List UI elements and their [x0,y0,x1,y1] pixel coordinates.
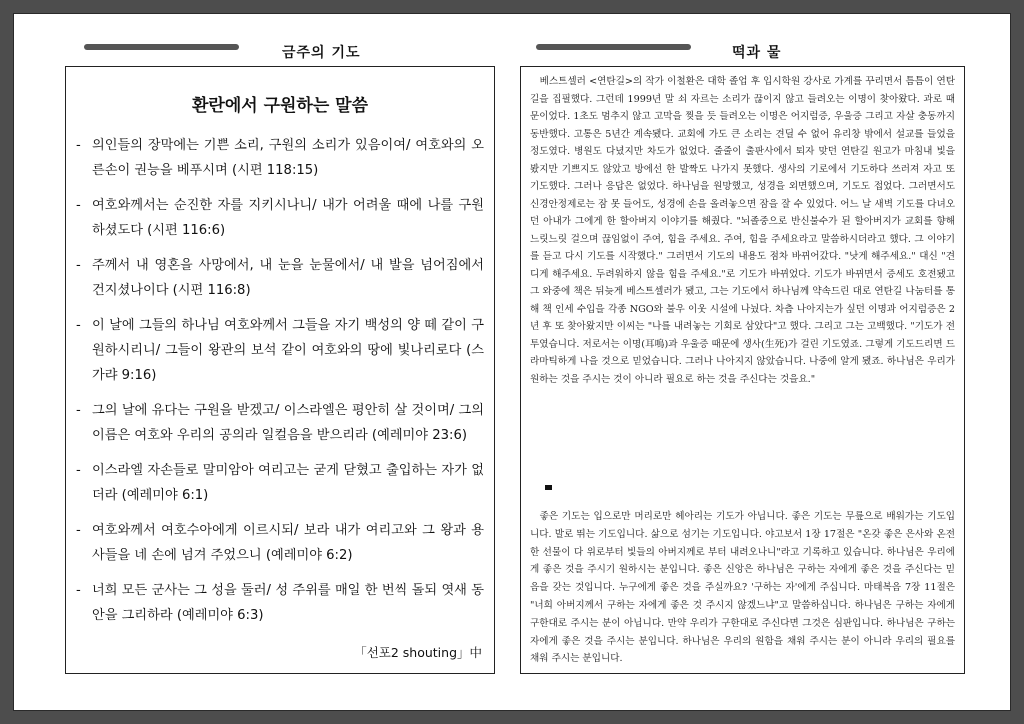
verse-item [76,458,484,508]
left-heading-bar [84,44,239,50]
verse-box-title: 환란에서 구원하는 말씀 [191,96,369,116]
verse-text: 의인들의 장막에는 기쁜 소리, 구원의 소리가 있음이여/ 여호와의 오른손이 권능을 베푸시며 (시편 118:15) [92,138,484,178]
verse-text: 주께서 내 영혼을 사망에서, 내 눈을 눈물에서/ 내 발을 넘어짐에서 건지셨나이다 (시편 116:8) [92,258,484,298]
verse-item [76,253,484,303]
verse-text: 이스라엘 자손들로 말미암아 여리고는 굳게 닫혔고 출입하는 자가 없더라 (예레미야 6:1) [92,463,484,503]
right-article-box [520,66,965,674]
section-marker-icon [545,485,552,490]
list-dash: - [76,138,81,153]
list-dash: - [76,258,81,273]
list-dash: - [76,463,81,478]
list-dash: - [76,583,81,598]
verse-item [76,313,484,388]
right-heading-bar [536,44,691,50]
verse-item [76,518,484,568]
verse-text: 여호와께서 여호수아에게 이르시되/ 보라 내가 여리고와 그 왕과 용사들을 네 손에 넘겨 주었으니 (예레미야 6:2) [92,523,484,563]
list-dash: - [76,318,81,333]
verse-item [76,193,484,243]
verse-item [76,133,484,183]
left-heading-title: 금주의 기도 [282,45,361,61]
verse-text: 이 날에 그들의 하나님 여호와께서 그들을 자기 백성의 양 떼 같이 구원하시리니/ 그들이 왕관의 보석 같이 여호와의 땅에 빛나리로다 (스가랴 9:16) [92,318,484,383]
left-verse-box [65,66,495,674]
list-dash: - [76,403,81,418]
verse-text: 여호와께서는 순진한 자를 지키시나니/ 내가 어려울 때에 나를 구원하셨도다 (시편 116:6) [92,198,484,238]
article-paragraph-1: 베스트셀러 <연탄길>의 작가 이철환은 대학 졸업 후 입시학원 강사로 가계를 꾸리면서 틈틈이 연탄길을 집필했다. 그런데 1999년 말 쇠 자르는 소리가 끊이지 않고 들려오는 이명이 찾아왔다. 과로 때문이었다. 1초도 멈추지 않고 고막을 찢을 듯 들려오는 이명은 어지럼증, 우울증 그리고 자살 충동까지 동반했다. 고통은 5년간 계속됐다. 교회에 가도 큰 소리는 견딜 수 없어 유리창 밖에서 설교를 들었을 정도였다. 병원도 다녔지만 차도가 없었다. 줄줄이 출판사에서 퇴자 맞던 연탄길 원고가 마침내 빛을 봤지만 기쁘지도 않았고 방에선 한 발짝도 나가지 못했다. 생사의 기로에서 기도하다 쓰러져 자고 또 기도했다. 그러나 응답은 없었다. 하나님을 원망했고, 성경을 외면했으며, 기도도 접었다. 그러면서도 신경안정제로는 잠 못 들어도, 성경에 손을 올려놓으면 잠을 잘 수 있었다. 어느 날 새벽 기도를 다녀오던 아내가 그에게 한 할아버지 이야기를 해줬다. "뇌졸중으로 반신불수가 된 할아버지가 교회를 향해 느릿느릿 걸으며 끊임없이 주여, 힘을 주세요. 주여, 힘을 주세요라고 말씀하시더라고 했다. 그 이야기를 듣고 다시 기도를 시작했다." 그러면서 기도의 내용도 점차 바뀌어갔다. "낫게 해주세요." 대신 "견디게 해주세요. 두려워하지 않을 힘을 주세요."로 기도가 바뀌었다. 기도가 바뀌면서 증세도 호전됐고 그 와중에 책은 뒤늦게 베스트셀러가 됐고, 그는 기도에서 하나님께 약속드린 대로 연탄길 나눔터를 통해 책 인세 수입을 각종 NGO와 불우 이웃 시설에 나눴다. 차츰 나아지는가 싶던 이명과 어지럼증은 2년 후 또 찾아왔지만 이씨는 "나를 내려놓는 기회로 삼았다"고 했다. 그리고 그는 고백했다. "기도가 전투였습니다. 저로서는 이명(耳鳴)과 우울증 때문에 생사(生死)가 걸린 기도였죠. 그렇게 기도드리면 드라마틱하게 나을 것으로 믿었습니다. 그러나 나아지지 않았습니다. 나중에 알게 됐죠. 하나님은 우리가 원하는 것을 주시는 것이 아니라 필요로 하는 것을 주신다는 것을요." [530,76,955,385]
article-paragraph-2: 좋은 기도는 입으로만 머리로만 헤아리는 기도가 아닙니다. 좋은 기도는 무릎으로 배워가는 기도입니다. 발로 뛰는 기도입니다. 삶으로 섬기는 기도입니다. 야고보서 1장 17절은 "온갖 좋은 은사와 온전한 선물이 다 위로부터 빛들의 아버지께로 부터 내려오나니"라고 기록하고 있습니다. 하나님은 우리에게 좋은 것을 주시기 원하시는 분입니다. 좋은 신앙은 하나님은 구하는 자에게 좋은 것을 주신다는 믿음을 갖는 것입니다. 누구에게 좋은 것을 주실까요? '구하는 자'에게 주십니다. 마태복음 7장 11절은 "너희 아버지께서 구하는 자에게 좋은 것 주시지 않겠느냐"고 말씀하십니다. 하나님은 구하는 자에게 구한대로 주시는 분이 아닙니다. 만약 우리가 구한대로 주신다면 그것은 심판입니다. 하나님은 구하는 자에게 좋은 것을 주시는 분입니다. 하나님은 우리의 원함을 채워 주시는 분이 아니라 우리의 필요를 채워 주시는 분입니다. [530,511,955,665]
verse-list [76,133,484,638]
verse-text: 너희 모든 군사는 그 성을 둘러/ 성 주위를 매일 한 번씩 돌되 엿새 동안을 그리하라 (예레미야 6:3) [92,583,484,623]
verse-item [76,398,484,448]
right-heading-title: 떡과 물 [732,45,782,61]
verse-item [76,578,484,628]
document-page [13,13,1011,711]
source-citation: 「선포2 shouting」中 [354,645,482,660]
verse-text: 그의 날에 유다는 구원을 받겠고/ 이스라엘은 평안히 살 것이며/ 그의 이름은 여호와 우리의 공의라 일컬음을 받으리라 (예레미야 23:6) [92,403,484,443]
list-dash: - [76,198,81,213]
list-dash: - [76,523,81,538]
